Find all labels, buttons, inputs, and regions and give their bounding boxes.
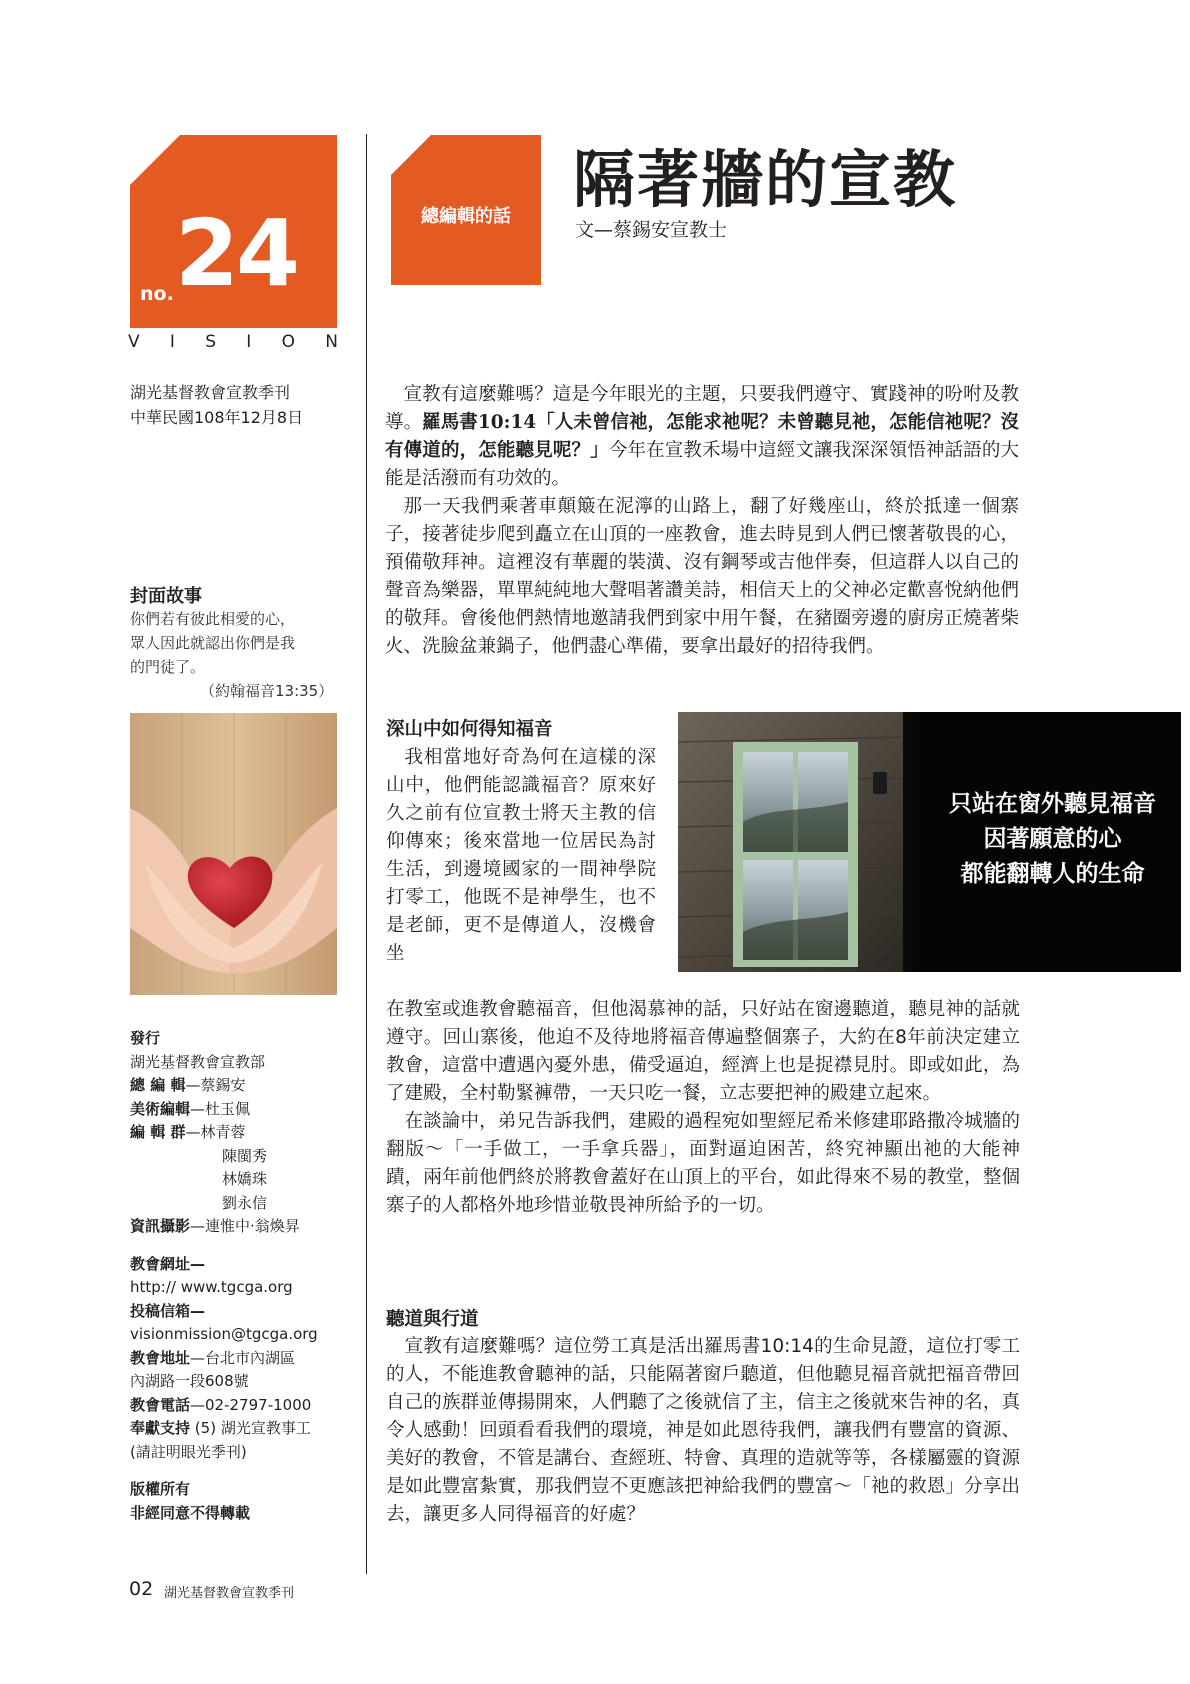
vision-wordmark <box>128 332 338 352</box>
photographers <box>130 1215 355 1239</box>
support-note: (請註明眼光季刊) <box>130 1442 247 1461</box>
issue-no-label: no. <box>140 283 174 305</box>
support-text: (5) 湖光宣教事工 <box>194 1419 311 1437</box>
article-intro <box>385 381 1019 661</box>
vision-letter: I <box>169 332 175 352</box>
scripture-quote: 羅馬書10:14「人未曾信祂，怎能求祂呢？未曾聽見祂，怎能信祂呢？沒有傳道的，怎能聽見呢？」 <box>385 412 1019 461</box>
address <box>130 1347 355 1371</box>
editor-name: 劉永信 <box>222 1193 268 1212</box>
editor-name: —林青蓉 <box>185 1123 246 1141</box>
article-title: 隔著牆的宣教 <box>573 143 958 216</box>
art-editor <box>130 1098 355 1122</box>
paragraph: 我相當地好奇為何在這樣的深山中，他們能認識福音？原來好久之前有位宣教士將天主教的信仰傳來；後來當地一位居民為討生活，到邊境國家的一間神學院打零工，他既不是神學生，也不是老師，更不是傳道人，沒機會坐 <box>386 747 656 964</box>
email-label: 投稿信箱— <box>130 1301 206 1320</box>
publication-info <box>130 380 303 430</box>
column-divider <box>366 134 367 1574</box>
vision-letter: V <box>128 332 140 352</box>
vision-letter: S <box>205 332 217 352</box>
cover-story-line: 的門徒了。 <box>130 658 206 676</box>
editors-label: 編 輯 群 <box>130 1123 186 1141</box>
art-editor-label: 美術編輯 <box>130 1099 191 1118</box>
cover-story-text <box>130 607 342 679</box>
support <box>130 1417 355 1441</box>
photo-names: —連惟中‧翁煥昇 <box>190 1217 300 1235</box>
chief-editor-label: 總 編 輯 <box>130 1076 186 1094</box>
address-line: 內湖路一段608號 <box>130 1372 249 1390</box>
quote-line: 都能翻轉人的生命 <box>960 861 1145 887</box>
chief-editor <box>130 1074 355 1098</box>
publisher: 湖光基督教會宣教部 <box>130 1052 266 1071</box>
publication-name: 湖光基督教會宣教季刊 <box>130 383 291 402</box>
paragraph: 宣教有這麼難嗎？這位勞工真是活出羅馬書10:14的生命見證，這位打零工的人，不能進教會聽神的話，只能隔著窗戶聽道，但他聽見福音就把福音帶回自己的族群並傳揚開來，人們聽了之後就信了主，信主之後就來告神的名，真令人感動！回頭看看我們的環境，神是如此恩待我們，讓我們有豐富的資源、美好的教會，不管是講台、查經班、特會、真理的造就等等，各樣屬靈的資源是如此豐富紮實，那我們豈不更應該把神給我們的豐富～「祂的救恩」分享出去，讓更多人同得福音的好處？ <box>386 1336 1020 1525</box>
photo-quote <box>920 787 1185 892</box>
publisher-title: 發行 <box>130 1029 161 1047</box>
email-link[interactable]: visionmission@tgcga.org <box>130 1325 318 1343</box>
cover-story-line: 眾人因此就認出你們是我 <box>130 634 296 652</box>
photo-label: 資訊攝影 <box>130 1217 191 1235</box>
paragraph: 在教室或進教會聽福音，但他渴慕神的話，只好站在窗邊聽道，聽見神的話就遵守。回山寨後，他迫不及待地將福音傳遍整個寨子，大約在8年前決定建立教會，這當中遭遇內憂外患，備受逼迫，經濟上也是捉襟見肘。即或如此，為了建殿，全村勒緊褲帶，一天只吃一餐，立志要把神的殿建立起來。 <box>386 999 1020 1104</box>
vision-letter: I <box>246 332 252 352</box>
phone-number: —02-2797-1000 <box>190 1395 312 1414</box>
address-label: 教會地址 <box>130 1348 191 1367</box>
vision-letter: O <box>281 332 295 352</box>
article-section-1 <box>386 996 1020 1220</box>
address-line: —台北市內湖區 <box>190 1348 296 1367</box>
article-byline: 文—蔡錫安宣教士 <box>575 219 728 241</box>
publication-date: 中華民國108年12月8日 <box>130 408 304 427</box>
editor-name: 林嬌珠 <box>222 1170 268 1188</box>
art-editor-name: —杜玉佩 <box>190 1099 251 1118</box>
paragraph-text: 今年在宣教禾場中這經文讓我深深領悟神話語的大能是活潑而有功效的。 <box>385 440 1019 489</box>
support-label: 奉獻支持 <box>130 1419 191 1437</box>
article-section-2 <box>386 1333 1020 1529</box>
phone-label: 教會電話 <box>130 1395 191 1414</box>
footer-publication: 湖光基督教會宣教季刊 <box>164 1586 295 1601</box>
paragraph-wrapped <box>386 744 656 968</box>
chief-editor-name: —蔡錫安 <box>185 1076 246 1094</box>
section-heading: 深山中如何得知福音 <box>386 719 553 740</box>
website-link[interactable]: http:// www.tgcga.org <box>130 1278 293 1296</box>
copyright: 版權所有 <box>130 1480 191 1498</box>
vision-letter: N <box>325 332 338 352</box>
section-heading: 聽道與行道 <box>386 1309 479 1330</box>
quote-line: 因著願意的心 <box>983 826 1122 852</box>
column-label: 總編輯的話 <box>421 206 511 227</box>
editors <box>130 1121 355 1145</box>
page-number: 02 <box>129 1578 154 1600</box>
quote-line: 只站在窗外聽見福音 <box>949 791 1156 817</box>
issue-number: 24 <box>175 200 298 307</box>
cover-story-title: 封面故事 <box>130 586 202 607</box>
paragraph: 那一天我們乘著車顛簸在泥濘的山路上，翻了好幾座山，終於抵達一個寨子，接著徒步爬到矗立在山頂的一座教會，進去時見到人們已懷著敬畏的心，預備敬拜神。這裡沒有華麗的裝潢、沒有鋼琴或吉他伴奏，但這群人以自己的聲音為樂器，單單純純地大聲唱著讚美詩，相信天上的父神必定歡喜悅納他們的敬拜。會後他們熱情地邀請我們到家中用午餐，在豬圈旁邊的廚房正燒著柴火、洗臉盆兼鍋子，他們盡心準備，要拿出最好的招待我們。 <box>385 496 1019 657</box>
copyright-note: 非經同意不得轉載 <box>130 1503 251 1522</box>
paragraph: 在談論中，弟兄告訴我們，建殿的過程宛如聖經尼希米修建耶路撒冷城牆的翻版～「一手做工，一手拿兵器」，面對逼迫困苦，終究神顯出祂的大能神蹟，兩年前他們終於將教會蓋好在山頂上的平台，如此得來不易的教堂，整個寨子的人都格外地珍惜並敬畏神所給予的一切。 <box>386 1111 1020 1216</box>
phone <box>130 1394 355 1418</box>
cover-story-line: 你們若有彼此相愛的心， <box>130 610 296 628</box>
paragraph <box>385 381 1019 493</box>
hands-heart-photo <box>130 713 337 995</box>
website-label: 教會網址— <box>130 1254 206 1273</box>
paragraph-text: 宣教有這麼難嗎？這是今年眼光的主題，只要我們遵守、實踐神的吩咐及教導。 <box>385 384 1019 433</box>
cover-story-reference: （約翰福音13:35） <box>200 682 334 700</box>
editor-name: 陳閩秀 <box>222 1146 268 1165</box>
credits <box>130 1027 355 1525</box>
